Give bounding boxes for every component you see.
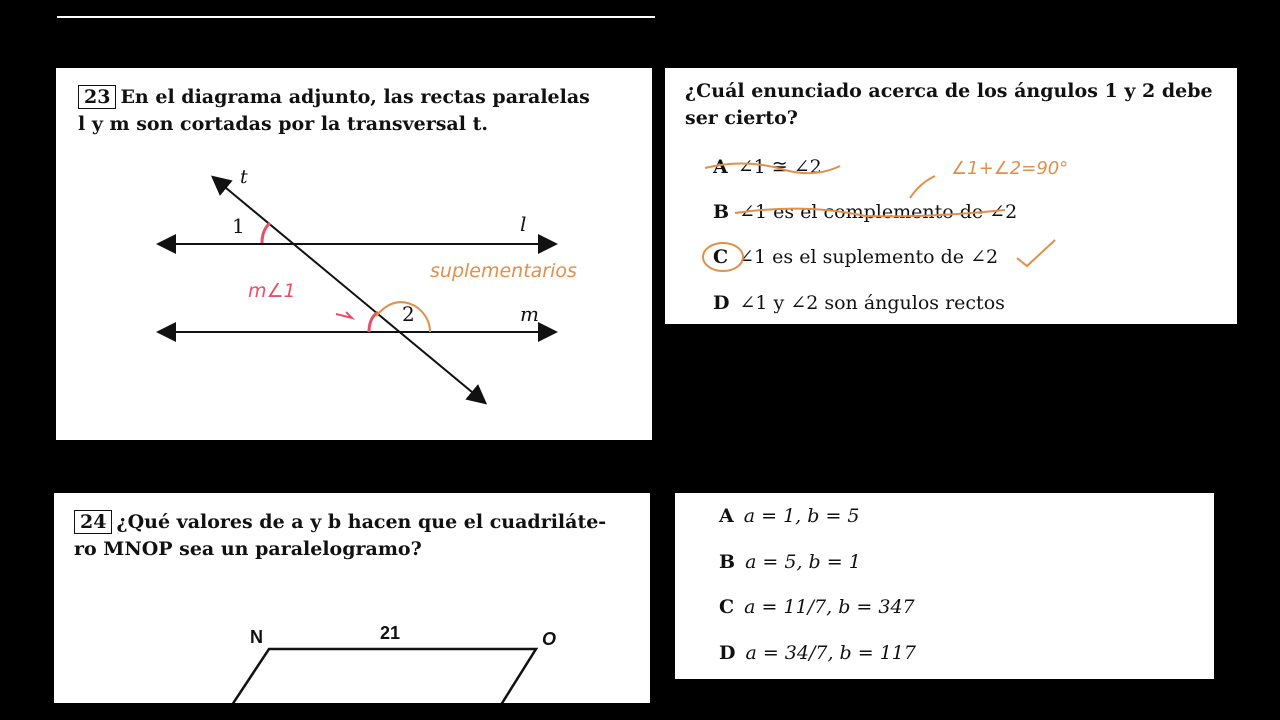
vertex-o: O bbox=[542, 629, 557, 649]
option-a[interactable]: A a = 1, b = 5 bbox=[719, 505, 860, 527]
annotation-equation: ∠1+∠2=90° bbox=[951, 158, 1069, 179]
option-c[interactable]: C a = 11/7, b = 347 bbox=[719, 596, 915, 618]
handwritten-marks bbox=[665, 68, 1237, 324]
option-d[interactable]: D ∠1 y ∠2 son ángulos rectos bbox=[713, 292, 1005, 314]
label-l: l bbox=[520, 212, 527, 236]
divider-line bbox=[57, 16, 655, 18]
parallelogram-diagram bbox=[54, 493, 650, 703]
option-b[interactable]: B a = 5, b = 1 bbox=[719, 551, 861, 573]
label-angle-1: 1 bbox=[232, 214, 245, 238]
question-24-text: 24 ¿Qué valores de a y b hacen que el cuadriláte- ro MNOP sea un paralelogramo? bbox=[74, 511, 607, 560]
question-23-options-panel bbox=[665, 68, 1237, 324]
option-a[interactable]: A ∠1 ≅ ∠2 bbox=[713, 156, 822, 178]
annotation-m-angle-1: m∠1 bbox=[248, 280, 296, 302]
option-d[interactable]: D a = 34/7, b = 117 bbox=[719, 642, 916, 664]
question-number: 23 bbox=[78, 85, 116, 109]
question-number: 24 bbox=[74, 510, 112, 534]
option-b[interactable]: B ∠1 es el complemento de ∠2 bbox=[713, 201, 1018, 223]
label-t: t bbox=[240, 166, 248, 188]
question-23-panel bbox=[56, 68, 652, 440]
question-23-prompt: ¿Cuál enunciado acerca de los ángulos 1 y 2 debe ser cierto? bbox=[685, 80, 1213, 129]
question-23-text: 23 En el diagrama adjunto, las rectas paralelas l y m son cortadas por la transversal t. bbox=[78, 86, 590, 135]
side-length: 21 bbox=[380, 623, 401, 643]
question-24-options-panel bbox=[675, 493, 1214, 679]
transversal-diagram bbox=[56, 68, 652, 440]
option-c[interactable]: C ∠1 es el suplemento de ∠2 bbox=[713, 246, 999, 268]
vertex-n: N bbox=[250, 627, 263, 647]
label-angle-2: 2 bbox=[402, 302, 415, 326]
question-24-panel bbox=[54, 493, 650, 703]
annotation-suplementarios: suplementarios bbox=[430, 260, 577, 282]
label-m: m bbox=[520, 302, 539, 326]
